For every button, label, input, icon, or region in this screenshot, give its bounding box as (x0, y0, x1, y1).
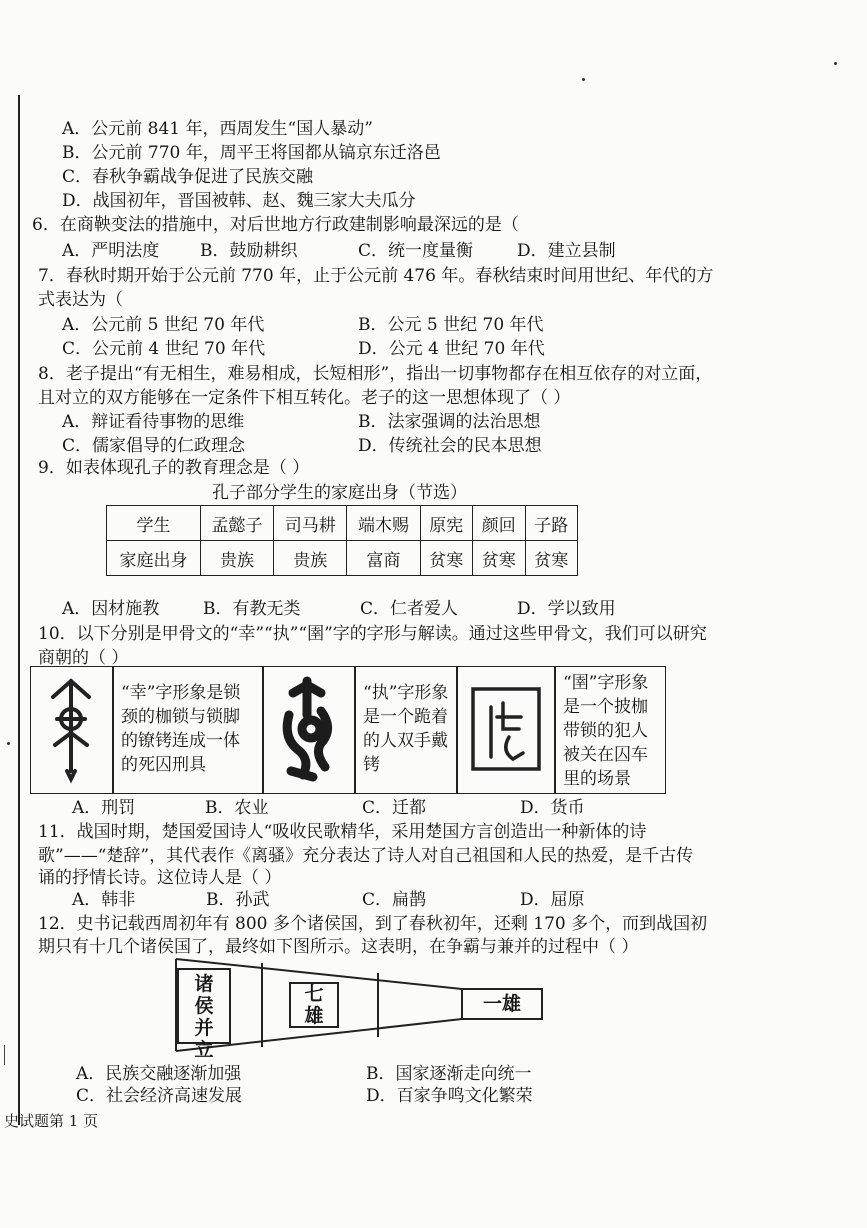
xing-explanation-panel (112, 666, 264, 794)
q6-option-c: C．统一度量衡 (358, 241, 474, 261)
oracle-xing-glyph-icon (31, 667, 111, 791)
q7-option-a: A．公元前 5 世纪 70 年代 (62, 315, 265, 335)
box-one-power: 一雄 (482, 993, 521, 1015)
yu-explanation: “圉”字形象 是一个披枷 带锁的犯人 被关在囚车 里的场景 (563, 673, 649, 789)
table-row (107, 541, 578, 576)
page-footer: 史试题第 1 页 (4, 1112, 99, 1130)
q6-option-d: D．建立县制 (517, 241, 616, 261)
q10-stem-line2: 商朝的（ ） (38, 648, 129, 668)
q11-option-a: A．韩非 (72, 890, 136, 910)
q11-option-b: B．孙武 (206, 890, 270, 910)
unification-funnel-diagram (170, 955, 560, 1061)
q9-option-d: D．学以致用 (517, 599, 616, 619)
q7-option-b: B．公元 5 世纪 70 年代 (358, 315, 544, 335)
q11-option-d: D．屈原 (520, 890, 585, 910)
margin-tick (4, 1045, 5, 1065)
q8-stem-line2: 且对立的双方能够在一定条件下相互转化。老子的这一思想体现了（ ） (38, 388, 571, 408)
q10-option-c: C．迁都 (362, 798, 427, 818)
q5-option-a: A．公元前 841 年，西周发生“国人暴动” (62, 119, 373, 139)
oracle-glyph-xing-panel (30, 666, 114, 794)
q5-option-d: D．战国初年，晋国被韩、赵、魏三家大夫瓜分 (62, 191, 416, 211)
q11-stem-line2: 歌”——“楚辞”，其代表作《离骚》充分表达了诗人对自己祖国和人民的热爱，是千古传 (38, 846, 694, 866)
q6-option-a: A．严明法度 (62, 241, 160, 261)
q9-stem: 9．如表体现孔子的教育理念是（ ） (38, 458, 310, 478)
q10-option-a: A．刑罚 (72, 798, 136, 818)
q12-option-b: B．国家逐渐走向统一 (366, 1064, 532, 1084)
q7-stem-line1: 7．春秋时期开始于公元前 770 年，止于公元前 476 年。春秋结束时间用世纪、年代的方 (38, 266, 714, 286)
q8-option-c: C．儒家倡导的仁政理念 (62, 436, 246, 456)
table-cell: 贫寒 (525, 541, 578, 576)
table-header-cell: 家庭出身 (107, 541, 201, 576)
left-margin-line (18, 95, 20, 1125)
table-cell: 贫寒 (420, 541, 472, 576)
q8-stem-line1: 8．老子提出“有无相生，难易相成，长短相形”，指出一切事物都存在相互依存的对立面， (38, 364, 713, 384)
q7-stem-line2: 式表达为（ (38, 290, 123, 310)
q10-option-b: B．农业 (205, 798, 269, 818)
table-cell: 贫寒 (473, 541, 525, 576)
oracle-zhi-glyph-icon (263, 667, 353, 791)
table-cell: 贵族 (274, 541, 347, 576)
table-cell: 颜回 (473, 506, 525, 541)
q12-option-a: A．民族交融逐渐加强 (76, 1064, 242, 1084)
scan-speck (582, 78, 585, 81)
q5-option-b: B．公元前 770 年，周平王将国都从镐京东迁洛邑 (62, 143, 441, 163)
q9-option-c: C．仁者爱人 (360, 599, 459, 619)
q5-option-c: C．春秋争霸战争促进了民族交融 (62, 167, 314, 187)
table-row (107, 506, 578, 541)
q10-option-d: D．货币 (520, 798, 585, 818)
zhi-explanation-panel (354, 666, 458, 794)
table-cell: 原宪 (420, 506, 472, 541)
oracle-yu-glyph-icon (457, 667, 553, 791)
table-cell: 端木赐 (347, 506, 420, 541)
oracle-glyph-zhi-panel (262, 666, 356, 794)
scan-speck (7, 742, 10, 745)
table-header-cell: 学生 (107, 506, 201, 541)
q6-stem: 6．在商鞅变法的措施中，对后世地方行政建制影响最深远的是（ (32, 215, 519, 235)
table-cell: 孟懿子 (200, 506, 273, 541)
table-cell: 贵族 (200, 541, 273, 576)
q12-option-d: D．百家争鸣文化繁荣 (366, 1086, 533, 1106)
box-feudal-states: 诸 侯 并 立 (194, 973, 214, 1061)
q7-option-c: C．公元前 4 世纪 70 年代 (62, 339, 266, 359)
q6-option-b: B．鼓励耕织 (200, 241, 298, 261)
q8-option-b: B．法家强调的法治思想 (358, 412, 541, 432)
q11-option-c: C．扁鹊 (362, 890, 427, 910)
q8-option-a: A．辩证看待事物的思维 (62, 412, 245, 432)
students-table (106, 505, 578, 576)
q12-stem-line2: 期只有十几个诸侯国了，最终如下图所示。这表明，在争霸与兼并的过程中（ ） (38, 937, 639, 957)
table-cell: 富商 (347, 541, 420, 576)
q11-stem-line3: 诵的抒情长诗。这位诗人是（ ） (38, 868, 282, 888)
xing-explanation: “幸”字形象是锁 颈的枷锁与锁脚 的镣铐连成一体 的死囚刑具 (121, 683, 241, 775)
q11-stem-line1: 11．战国时期，楚国爱国诗人“吸收民歌精华，采用楚国方言创造出一种新体的诗 (38, 822, 647, 842)
q9-option-b: B．有教无类 (203, 599, 301, 619)
q12-option-c: C．社会经济高速发展 (76, 1086, 243, 1106)
q7-option-d: D．公元 4 世纪 70 年代 (358, 339, 545, 359)
zhi-explanation: “执”字形象 是一个跪着 的人双手戴 铐 (363, 683, 449, 775)
q8-option-d: D．传统社会的民本思想 (358, 436, 542, 456)
q9-option-a: A．因材施教 (62, 599, 160, 619)
scan-speck (834, 62, 837, 65)
oracle-glyph-yu-panel (456, 666, 556, 794)
box-seven-powers: 七 雄 (304, 983, 324, 1027)
q10-stem-line1: 10．以下分别是甲骨文的“幸”“执”“圉”字的字形与解读。通过这些甲骨文，我们可以研究 (38, 624, 707, 644)
table-cell: 子路 (525, 506, 578, 541)
q12-stem-line1: 12．史书记载西周初年有 800 多个诸侯国，到了春秋初年，还剩 170 多个，而到战国初 (38, 914, 708, 934)
yu-explanation-panel (554, 666, 666, 794)
q9-table-title: 孔子部分学生的家庭出身（节选） (212, 483, 467, 503)
table-cell: 司马耕 (274, 506, 347, 541)
